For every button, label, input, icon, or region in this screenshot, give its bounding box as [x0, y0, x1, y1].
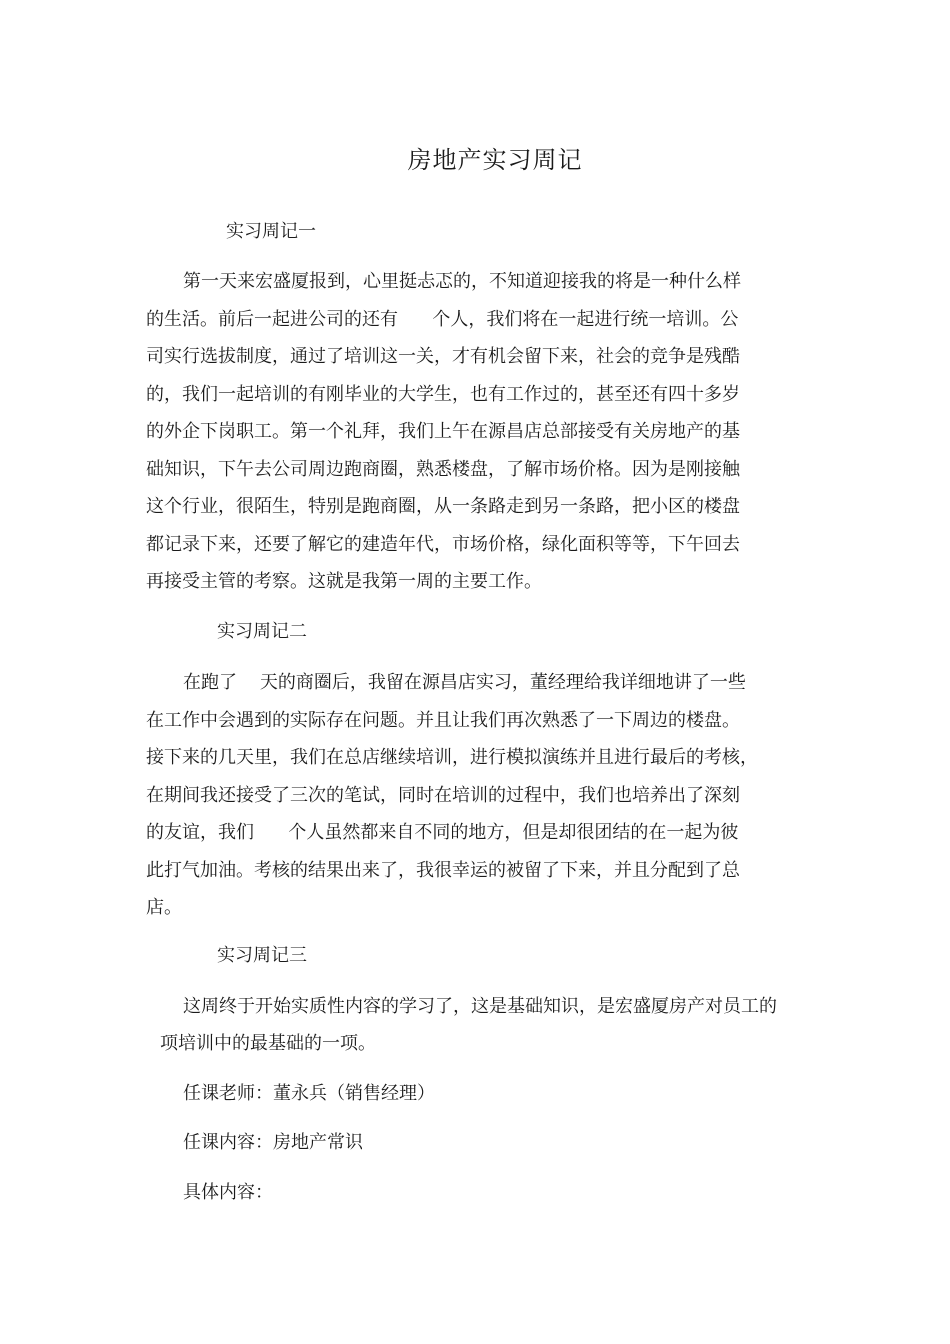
paragraph-line: 司实行选拔制度，通过了培训这一关，才有机会留下来，社会的竞争是残酷	[146, 346, 740, 367]
document-title: 房地产实习周记	[407, 146, 583, 174]
paragraph-line: 在期间我还接受了三次的笔试，同时在培训的过程中，我们也培养出了深刻	[146, 785, 740, 806]
paragraph-line: 的，我们一起培训的有刚毕业的大学生，也有工作过的，甚至还有四十多岁	[146, 384, 740, 405]
paragraph-line: 此打气加油。考核的结果出来了，我很幸运的被留了下来，并且分配到了总	[146, 860, 740, 881]
paragraph-line: 这周终于开始实质性内容的学习了，这是基础知识，是宏盛厦房产对员工的	[183, 996, 777, 1017]
paragraph-line: 店。	[146, 897, 182, 918]
paragraph-line: 再接受主管的考察。这就是我第一周的主要工作。	[146, 571, 542, 592]
section-heading: 实习周记三	[217, 945, 307, 966]
section-heading: 实习周记一	[226, 221, 316, 242]
paragraph-line: 础知识，下午去公司周边跑商圈，熟悉楼盘，了解市场价格。因为是刚接触	[146, 459, 740, 480]
paragraph-line: 这个行业，很陌生，特别是跑商圈，从一条路走到另一条路，把小区的楼盘	[146, 496, 740, 517]
paragraph-line: 都记录下来，还要了解它的建造年代，市场价格，绿化面积等等，下午回去	[146, 534, 740, 555]
paragraph-line: 在跑了 天的商圈后，我留在源昌店实习，董经理给我详细地讲了一些	[183, 672, 746, 693]
paragraph-line: 的外企下岗职工。第一个礼拜，我们上午在源昌店总部接受有关房地产的基	[146, 421, 740, 442]
paragraph-line: 的友谊，我们 个人虽然都来自不同的地方，但是却很团结的在一起为彼	[146, 822, 739, 843]
paragraph-line: 的生活。前后一起进公司的还有 个人，我们将在一起进行统一培训。公	[146, 309, 739, 330]
paragraph-line: 第一天来宏盛厦报到，心里挺忐忑的，不知道迎接我的将是一种什么样	[183, 271, 741, 292]
paragraph-line: 项培训中的最基础的一项。	[160, 1033, 376, 1054]
paragraph-line: 在工作中会遇到的实际存在问题。并且让我们再次熟悉了一下周边的楼盘。	[146, 710, 740, 731]
course-content-field: 任课内容：房地产常识	[183, 1132, 363, 1153]
paragraph-line: 接下来的几天里，我们在总店继续培训，进行模拟演练并且进行最后的考核，	[146, 747, 758, 768]
section-heading: 实习周记二	[217, 621, 307, 642]
detail-content-field: 具体内容：	[183, 1182, 273, 1203]
teacher-field: 任课老师：董永兵（销售经理）	[183, 1083, 435, 1104]
